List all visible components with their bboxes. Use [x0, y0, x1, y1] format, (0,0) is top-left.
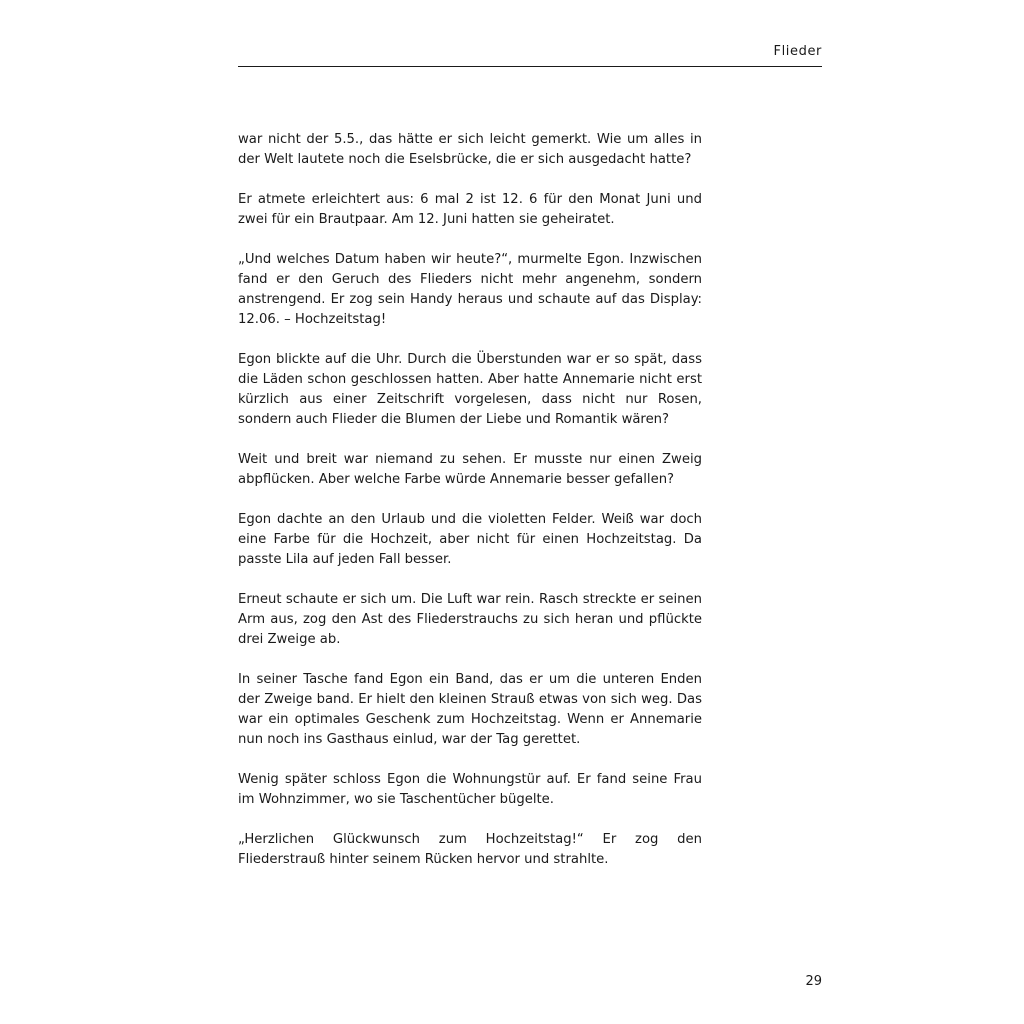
paragraph: war nicht der 5.5., das hätte er sich leicht gemerkt. Wie um alles in der Welt lautete noch die Eselsbrücke, die er sich ausgedacht hatte? [238, 132, 702, 167]
page-number: 29 [805, 974, 822, 989]
paragraph: Egon blickte auf die Uhr. Durch die Überstunden war er so spät, dass die Läden schon geschlossen hatten. Aber hatte Annemarie nicht erst kürzlich aus einer Zeitschrift vorgelesen, dass nicht nur Rosen, sondern auch Flieder die Blumen der Liebe und Romantik wären? [238, 352, 702, 427]
paragraph: Er atmete erleichtert aus: 6 mal 2 ist 12. 6 für den Monat Juni und zwei für ein Brautpaar. Am 12. Juni hatten sie geheiratet. [238, 192, 702, 227]
running-header [238, 44, 822, 67]
paragraph: Wenig später schloss Egon die Wohnungstür auf. Er fand seine Frau im Wohnzimmer, wo sie Taschentücher bügelte. [238, 772, 702, 807]
paragraph: „Und welches Datum haben wir heute?“, murmelte Egon. Inzwischen fand er den Geruch des Flieders nicht mehr angenehm, sondern anstrengend. Er zog sein Handy heraus und schaute auf das Display: 12.06. – Hochzeitstag! [238, 252, 702, 327]
paragraph: Weit und breit war niemand zu sehen. Er musste nur einen Zweig abpflücken. Aber welche Farbe würde Annemarie besser gefallen? [238, 452, 702, 487]
running-title: Flieder [773, 44, 822, 59]
paragraph: Erneut schaute er sich um. Die Luft war rein. Rasch streckte er seinen Arm aus, zog den Ast des Fliederstrauchs zu sich heran und pflückte drei Zweige ab. [238, 592, 702, 647]
body-text [238, 130, 702, 890]
paragraph: „Herzlichen Glückwunsch zum Hochzeitstag!“ Er zog den Fliederstrauß hinter seinem Rücken hervor und strahlte. [238, 832, 702, 867]
paragraph: Egon dachte an den Urlaub und die violetten Felder. Weiß war doch eine Farbe für die Hochzeit, aber nicht für einen Hochzeitstag. Da passte Lila auf jeden Fall besser. [238, 512, 702, 567]
paragraph: In seiner Tasche fand Egon ein Band, das er um die unteren Enden der Zweige band. Er hielt den kleinen Strauß etwas von sich weg. Das war ein optimales Geschenk zum Hochzeitstag. Wenn er Annemarie nun noch ins Gasthaus einlud, war der Tag gerettet. [238, 672, 702, 747]
